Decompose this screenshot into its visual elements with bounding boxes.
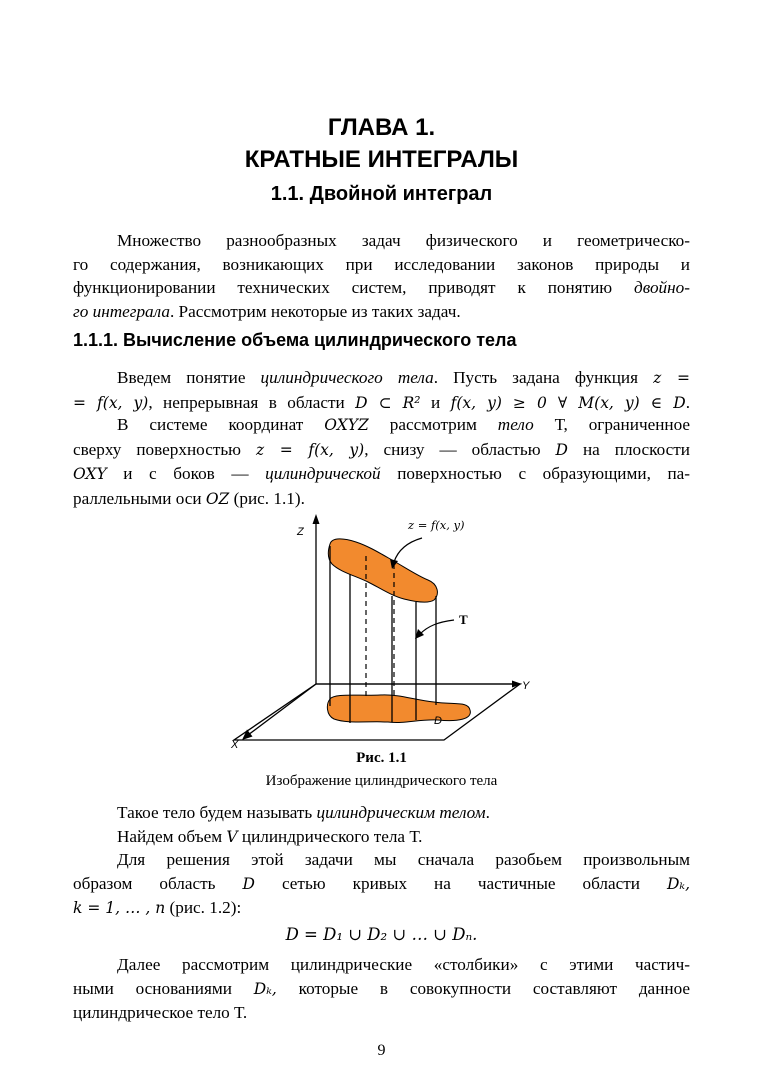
math: z = f(x, y) — [256, 440, 365, 459]
z-axis-arrow — [313, 514, 320, 524]
label-x: X — [231, 739, 239, 751]
text: сверху поверхностью — [73, 439, 242, 459]
chapter-name: КРАТНЫЕ ИНТЕГРАЛЫ — [244, 146, 519, 173]
text: , снизу — областью — [364, 439, 541, 459]
text: Т, ограниченное — [554, 415, 691, 434]
paragraph-1 — [73, 366, 690, 415]
math: D — [555, 440, 568, 459]
intro-line: Множество разнообразных задач физического и геометрическо- — [117, 231, 690, 250]
math: = f(x, y) — [73, 393, 149, 412]
body-pointer — [420, 620, 454, 634]
intro-line: функционировании технических систем, приводят к понятию — [73, 278, 613, 298]
intro-paragraph — [73, 229, 690, 323]
text: Далее рассмотрим цилиндрические «столбики» с этими частич- — [117, 955, 690, 974]
label-y: Y — [522, 680, 530, 692]
term-italic: цилиндрического тела — [260, 368, 434, 387]
page-number: 9 — [377, 1042, 386, 1059]
paragraph-2 — [73, 413, 690, 511]
label-function: z = f(x, y) — [408, 518, 465, 532]
paragraph-6 — [73, 953, 690, 1025]
term-italic: тело — [497, 415, 534, 434]
text: и — [430, 392, 441, 412]
surface-pointer — [394, 538, 422, 562]
text: Для решения этой задачи мы сначала разобьем произвольным — [117, 850, 690, 869]
text: ными основаниями — [73, 978, 232, 998]
text: . Пусть задана функция — [433, 368, 639, 387]
text: раллельными оси — [73, 488, 202, 508]
text: образом область — [73, 873, 216, 893]
text: . — [685, 392, 691, 412]
math: OZ — [205, 489, 230, 508]
math: OXYZ — [324, 416, 369, 434]
intro-line: го содержания, возникающих при исследовании законов природы и — [73, 254, 690, 274]
math: OXY — [73, 465, 107, 484]
section-title: 1.1. Двойной интеграл — [270, 183, 493, 205]
text: , непрерывная в области — [148, 392, 345, 412]
text: Найдем объем — [117, 826, 223, 846]
math: z = — [653, 369, 691, 387]
x-axis — [248, 684, 316, 735]
text: цилиндрическое тело Т. — [73, 1003, 248, 1023]
label-z: Z — [297, 526, 304, 538]
text: (рис. 1.1). — [233, 488, 305, 508]
term-italic: го интеграла — [73, 301, 170, 321]
math: Dₖ, — [253, 979, 277, 998]
text: Такое тело будем называть — [117, 803, 313, 822]
region-d — [327, 695, 470, 723]
text: . — [485, 803, 490, 822]
paragraph-3 — [73, 801, 690, 849]
text: сетью кривых на частичные области — [281, 873, 640, 893]
math: k = 1, … , n — [73, 899, 166, 918]
chapter-number: ГЛАВА 1. — [327, 114, 436, 141]
label-d: D — [434, 715, 442, 727]
paragraph-5 — [73, 848, 690, 921]
figure-caption-text: Изображение цилиндрического тела — [265, 773, 498, 789]
math: Dₖ, — [667, 874, 691, 893]
chapter-title — [0, 112, 763, 176]
text: В системе координат — [117, 415, 304, 434]
math: V — [226, 827, 238, 846]
math: D — [242, 874, 255, 893]
text: цилиндрического тела Т. — [241, 826, 423, 846]
text: на плоскости — [582, 439, 691, 459]
label-t: Т — [459, 612, 468, 627]
display-formula: D = D₁ ∪ D₂ ∪ … ∪ Dₙ. — [285, 925, 478, 944]
text: которые в совокупности составляют данное — [298, 978, 691, 998]
subsection-title: 1.1.1. Вычисление объема цилиндрического тела — [73, 330, 517, 350]
text: Введем понятие — [117, 368, 246, 387]
text: (рис. 1.2): — [169, 898, 242, 918]
intro-line: . Рассмотрим некоторые из таких задач. — [169, 301, 461, 321]
cylindrical-body-figure — [228, 512, 538, 754]
term-italic: двойно- — [634, 278, 690, 298]
term-italic: цилиндрической — [265, 464, 381, 484]
top-surface — [328, 539, 437, 602]
math: D ⊂ R² — [355, 393, 421, 412]
term-italic: цилиндрическим телом — [316, 803, 486, 822]
figure-caption-title: Рис. 1.1 — [356, 750, 407, 766]
text: и с боков — — [123, 464, 249, 484]
text: поверхностью с образующими, па- — [397, 464, 690, 484]
math: f(x, y) ≥ 0 ∀ M(x, y) ∈ D — [450, 393, 686, 412]
text: рассмотрим — [389, 415, 477, 434]
x-axis-arrow — [242, 730, 253, 741]
